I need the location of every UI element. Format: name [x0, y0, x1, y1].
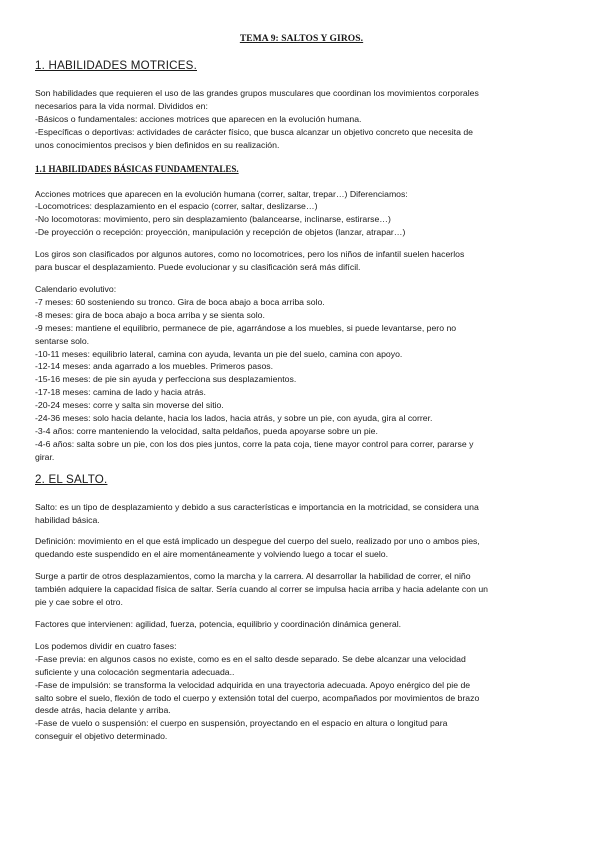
text-line: -17-18 meses: camina de lado y hacia atrás.: [35, 387, 206, 398]
section-1-intro: [35, 87, 568, 152]
text-line: -15-16 meses: de pie sin ayuda y perfecciona sus desplazamientos.: [35, 374, 297, 385]
text-line: -Locomotrices: desplazamiento en el espacio (correr, saltar, deslizarse…): [35, 201, 318, 212]
text-line: suficiente y una colocación segmentaria adecuada..: [35, 666, 235, 677]
text-line: -7 meses: 60 sosteniendo su tronco. Gira de boca abajo a boca arriba solo.: [35, 296, 325, 307]
text-line: para buscar el desplazamiento. Puede evolucionar y su clasificación será más difícil.: [35, 262, 361, 273]
text-line: -9 meses: mantiene el equilibrio, permanece de pie, agarrándose a los muebles, si puede levantarse, pero no: [35, 322, 457, 333]
text-line: -24-36 meses: solo hacia delante, hacia los lados, hacia atrás, y sobre un pie, con ayuda, gira al correr.: [35, 413, 433, 424]
text-line: Factores que intervienen: agilidad, fuerza, potencia, equilibrio y coordinación dinámica general.: [35, 619, 402, 629]
text-line: Acciones motrices que aparecen en la evolución humana (correr, saltar, trepar…) Diferenciamos:: [35, 188, 408, 199]
text-line: -20-24 meses: corre y salta sin moverse del sitio.: [35, 400, 224, 411]
document-page: [35, 34, 568, 743]
text-line: -No locomotoras: movimiento, pero sin desplazamiento (balancearse, inclinarse, estirarse…): [35, 214, 391, 225]
text-line: -Específicas o deportivas: actividades de carácter físico, que busca alcanzar un objetivo concreto que necesita de: [35, 126, 474, 137]
text-line: unos conocimientos precisos y bien definidos en su realización.: [35, 139, 280, 150]
salto-factors-paragraph: [35, 618, 568, 631]
text-line: -Fase previa: en algunos casos no existe, como es en el salto desde separado. Se debe alcanzar una velocidad: [35, 653, 466, 664]
text-line: -De proyección o recepción: proyección, manipulación y recepción de objetos (lanzar, atrapar…): [35, 227, 406, 238]
salto-definition-paragraph: [35, 535, 568, 561]
subsection-1-1-paragraph-2: [35, 248, 568, 274]
section-1-heading: 1. HABILIDADES MOTRICES.: [35, 59, 197, 72]
text-line: Calendario evolutivo:: [35, 283, 117, 294]
subsection-1-1-paragraph-1: [35, 188, 568, 240]
developmental-calendar: [35, 283, 568, 464]
text-line: -8 meses: gira de boca abajo a boca arriba y se sienta solo.: [35, 309, 265, 320]
salto-paragraph-1: [35, 501, 568, 527]
text-line: sentarse solo.: [35, 335, 90, 346]
text-line: Salto: es un tipo de desplazamiento y debido a sus características e importancia en la motricidad, se considera una: [35, 501, 479, 512]
text-line: -10-11 meses: equilibrio lateral, camina con ayuda, levanta un pie del suelo, camina con apoyo.: [35, 348, 403, 359]
text-line: conseguir el objetivo determinado.: [35, 731, 168, 742]
text-line: Son habilidades que requieren el uso de las grandes grupos musculares que coordinan los movimientos corporales: [35, 88, 479, 98]
text-line: habilidad básica.: [35, 514, 100, 525]
text-line: salto sobre el suelo, flexión de todo el cuerpo y extensión total del cuerpo, acompañados por movimientos de brazo: [35, 692, 480, 703]
text-line: girar.: [35, 451, 55, 462]
text-line: -Fase de vuelo o suspensión: el cuerpo en suspensión, proyectando en el espacio en altura o longitud para: [35, 718, 448, 729]
text-line: pie y cae sobre el otro.: [35, 597, 123, 608]
salto-phases-paragraph: [35, 640, 568, 743]
text-line: -12-14 meses: anda agarrado a los muebles. Primeros pasos.: [35, 361, 274, 372]
text-line: Definición: movimiento en el que está implicado un despegue del cuerpo del suelo, realizado por uno o ambos pies,: [35, 536, 480, 547]
text-line: Los giros son clasificados por algunos autores, como no locomotrices, pero los niños de infantil suelen hacerlos: [35, 249, 465, 260]
text-line: -Fase de impulsión: se transforma la velocidad adquirida en una trayectoria adecuada. Apoyo enérgico del pie de: [35, 679, 471, 690]
text-line: -3-4 años: corre manteniendo la velocidad, salta peldaños, pueda apoyarse sobre un pie.: [35, 425, 378, 436]
document-title: TEMA 9: SALTOS Y GIROS.: [239, 34, 364, 44]
text-line: necesarios para la vida normal. Divididos en:: [35, 100, 208, 111]
section-2-heading: 2. EL SALTO.: [35, 472, 108, 486]
salto-origin-paragraph: [35, 570, 568, 609]
text-line: quedando este suspendido en el aire momentáneamente y volviendo luego a tocar el suelo.: [35, 549, 389, 560]
text-line: -4-6 años: salta sobre un pie, con los dos pies juntos, corre la pata coja, tiene mayor control para correr, pararse y: [35, 438, 474, 449]
subsection-1-1-heading: 1.1 HABILIDADES BÁSICAS FUNDAMENTALES.: [35, 163, 239, 174]
text-line: también adquiere la capacidad física de saltar. Sería cuando al correr se impulsa hacia arriba y hacia adelante con un: [35, 584, 488, 595]
text-line: -Básicos o fundamentales: acciones motrices que aparecen en la evolución humana.: [35, 113, 362, 124]
text-line: desde atrás, hacia delante y arriba.: [35, 705, 171, 716]
text-line: Los podemos dividir en cuatro fases:: [35, 640, 177, 651]
text-line: Surge a partir de otros desplazamientos, como la marcha y la carrera. Al desarrollar la habilidad de correr, el niño: [35, 571, 471, 582]
